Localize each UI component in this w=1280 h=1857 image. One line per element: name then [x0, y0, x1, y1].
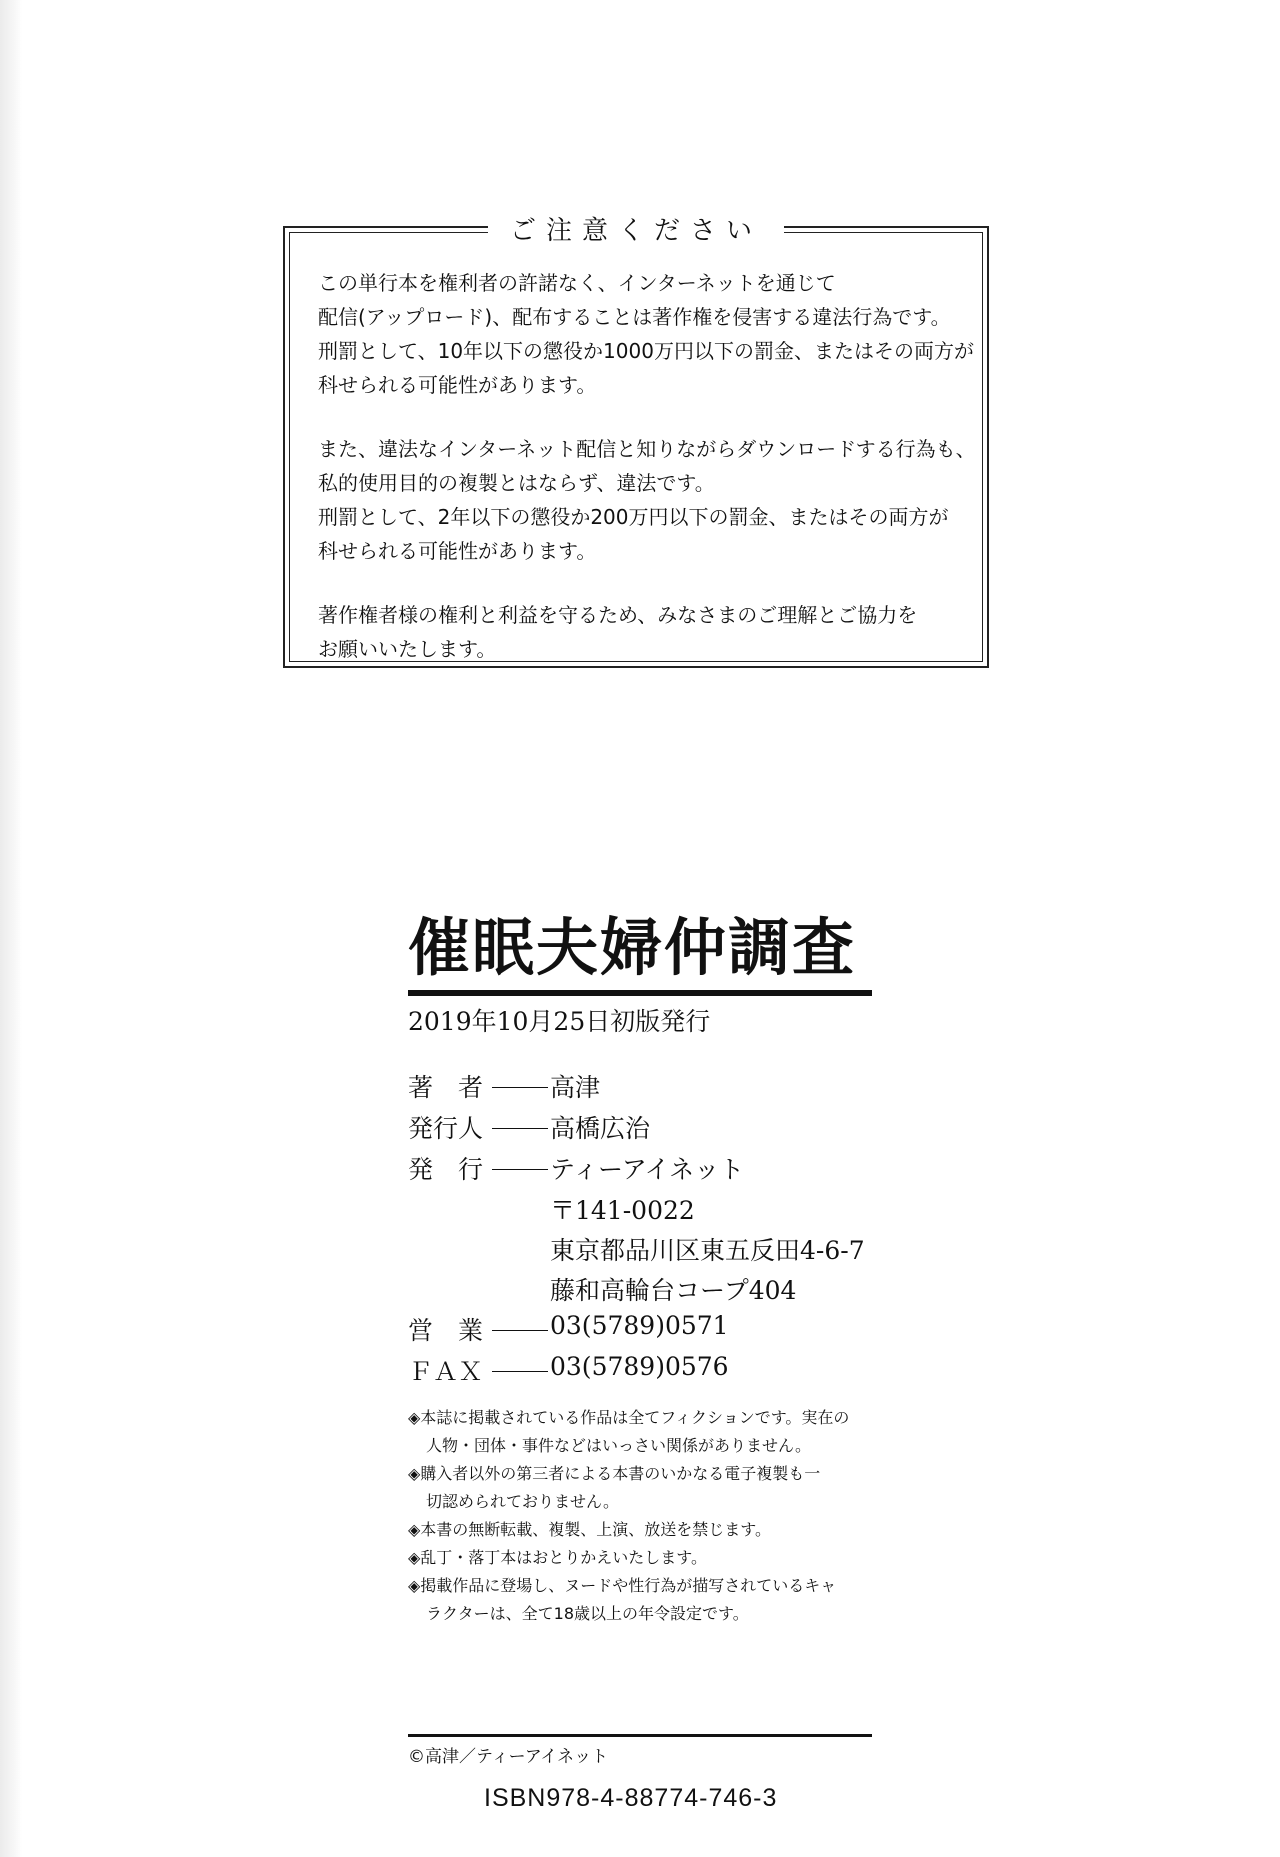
- note-line: ◈本書の無断転載、複製、上演、放送を禁じます。: [408, 1520, 772, 1539]
- isbn: ISBN978-4-88774-746-3: [484, 1784, 778, 1812]
- book-title: 催眠夫婦仲調査: [408, 911, 857, 984]
- note-line: 人物・団体・事件などはいっさい関係がありません。: [426, 1436, 811, 1455]
- publisher-person-value: 高橋広治: [550, 1114, 651, 1143]
- notice-line: 科せられる可能性があります。: [318, 373, 597, 397]
- notice-line: 配信(アップロード)、配布することは著作権を侵害する違法行為です。: [318, 305, 951, 329]
- notice-title: ご注意ください: [488, 210, 784, 247]
- page-gutter-shadow: [0, 0, 22, 1857]
- fax-label: ＦＡＸ: [408, 1357, 484, 1386]
- notice-paragraph: [318, 432, 976, 568]
- sales-tel: 03(5789)0571: [550, 1311, 729, 1340]
- bottom-rule: [408, 1734, 872, 1737]
- dash-rule: [492, 1087, 548, 1088]
- address-line-1: 東京都品川区東五反田4-6-7: [550, 1236, 865, 1265]
- dash-rule: [492, 1128, 548, 1129]
- sales-label: 営 業: [408, 1316, 484, 1345]
- notice-line: この単行本を権利者の許諾なく、インターネットを通じて: [318, 271, 836, 295]
- notice-paragraph: [318, 266, 974, 402]
- notice-paragraph: [318, 598, 961, 666]
- publisher-value: ティーアイネット: [550, 1155, 745, 1184]
- address-line-2: 藤和高輪台コープ404: [550, 1276, 797, 1305]
- note-line: ◈乱丁・落丁本はおとりかえいたします。: [408, 1548, 708, 1567]
- note-line: ◈掲載作品に登場し、ヌードや性行為が描写されているキャ: [408, 1576, 837, 1595]
- notice-body: [318, 266, 976, 696]
- postal-code: 〒141-0022: [550, 1196, 695, 1225]
- dash-rule: [492, 1371, 548, 1372]
- notice-box: [283, 216, 989, 668]
- notice-line: また、違法なインターネット配信と知りながらダウンロードする行為も、: [318, 437, 976, 461]
- author-value: 高津: [550, 1073, 601, 1102]
- title-rule: [408, 990, 872, 996]
- publisher-person-label: 発行人: [408, 1114, 484, 1143]
- copyright: ©高津／ティーアイネット: [408, 1747, 609, 1767]
- notice-line: お願いいたします。: [318, 637, 497, 661]
- dash-rule: [492, 1330, 548, 1331]
- dash-rule: [492, 1169, 548, 1170]
- note-line: ラクターは、全て18歳以上の年令設定です。: [426, 1604, 749, 1623]
- legal-notes: [408, 1404, 888, 1628]
- note-line: ◈本誌に掲載されている作品は全てフィクションです。実在の: [408, 1408, 850, 1427]
- publisher-label: 発 行: [408, 1155, 484, 1184]
- note-line: 切認められておりません。: [426, 1492, 619, 1511]
- notice-line: 刑罰として、10年以下の懲役か1000万円以下の罰金、またはその両方が: [318, 339, 974, 363]
- notice-line: 科せられる可能性があります。: [318, 539, 597, 563]
- author-label: 著 者: [408, 1073, 484, 1102]
- publication-date: 2019年10月25日初版発行: [408, 1007, 711, 1036]
- note-line: ◈購入者以外の第三者による本書のいかなる電子複製も一: [408, 1464, 821, 1483]
- notice-line: 私的使用目的の複製とはならず、違法です。: [318, 471, 715, 495]
- notice-line: 刑罰として、2年以下の懲役か200万円以下の罰金、またはその両方が: [318, 505, 949, 529]
- fax-value: 03(5789)0576: [550, 1352, 729, 1381]
- notice-line: 著作権者様の権利と利益を守るため、みなさまのご理解とご協力を: [318, 603, 918, 627]
